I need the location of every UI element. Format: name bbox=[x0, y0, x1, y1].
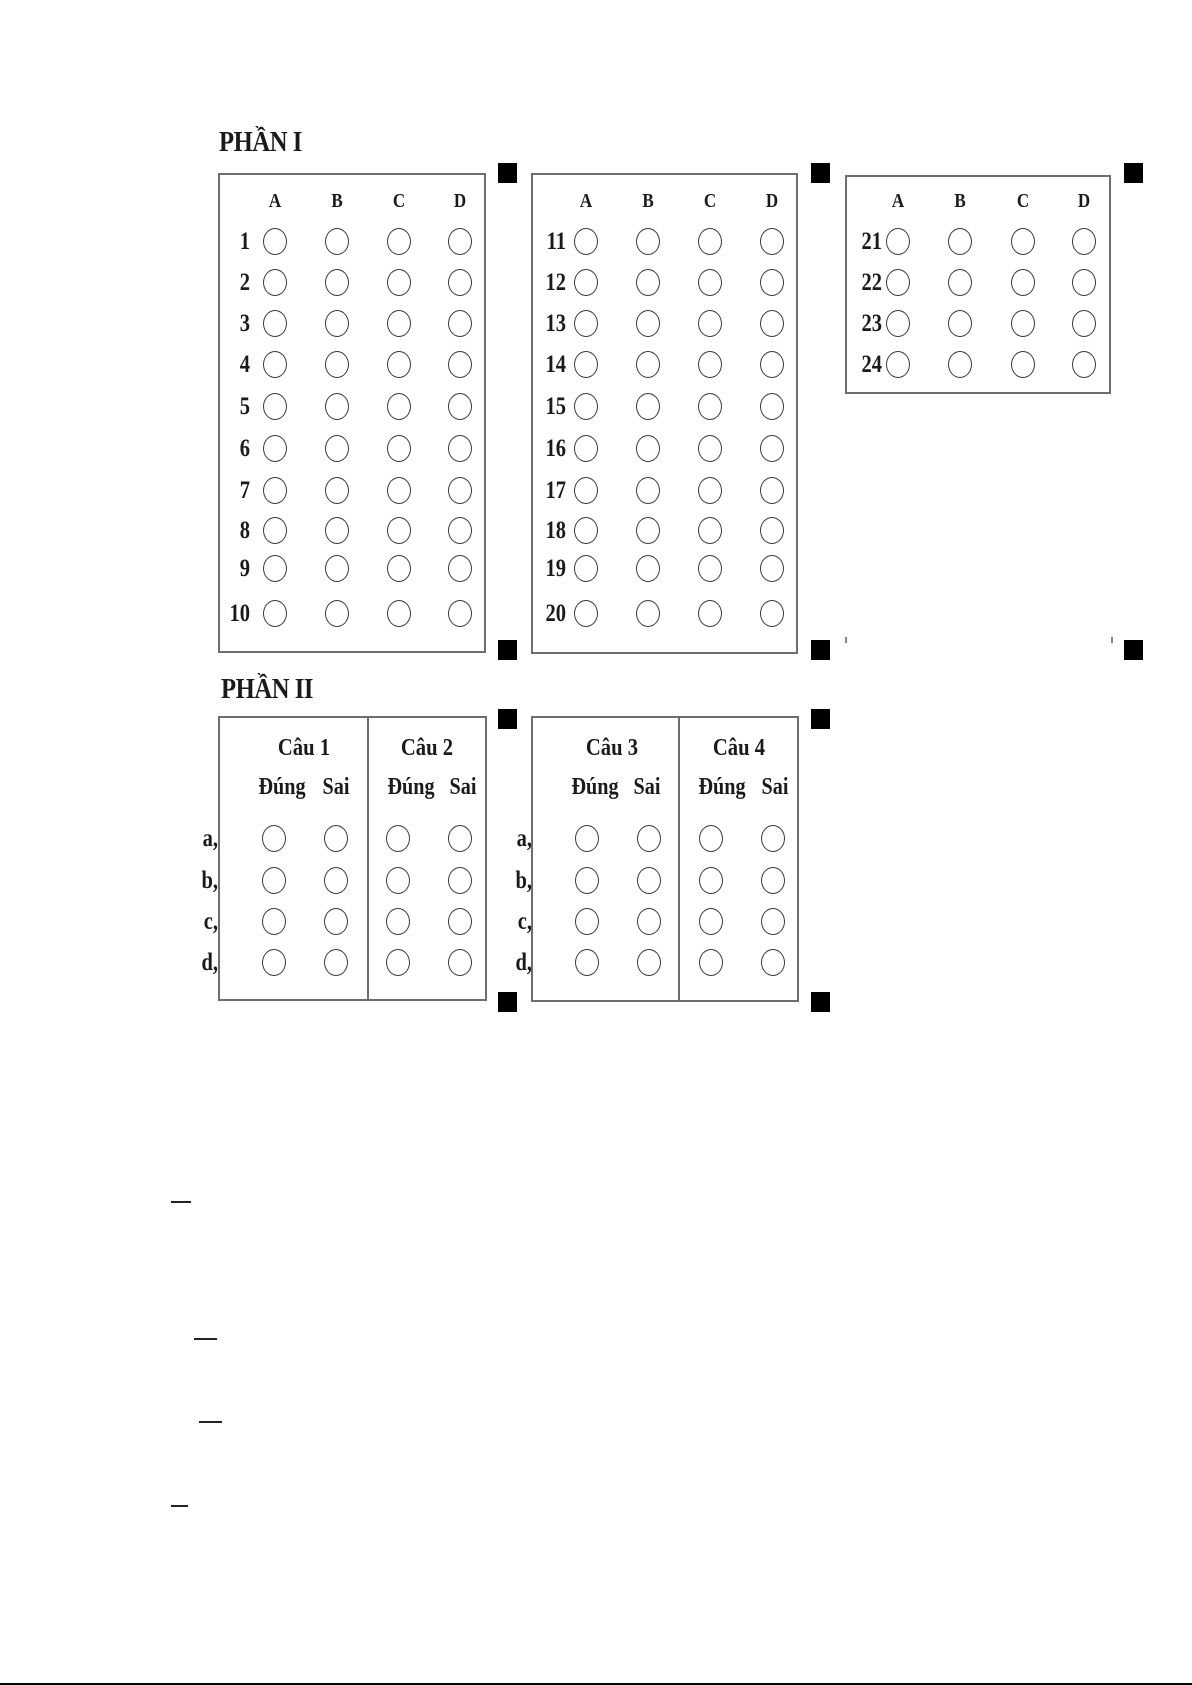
true-false-bubble[interactable] bbox=[448, 908, 472, 935]
answer-bubble-13-a[interactable] bbox=[574, 310, 598, 337]
answer-bubble-3-c[interactable] bbox=[387, 310, 411, 337]
true-label: Đúng bbox=[698, 774, 746, 800]
true-false-bubble[interactable] bbox=[637, 825, 661, 852]
true-false-bubble[interactable] bbox=[386, 908, 410, 935]
answer-bubble-14-d[interactable] bbox=[760, 351, 784, 378]
answer-bubble-11-b[interactable] bbox=[636, 228, 660, 255]
answer-bubble-21-b[interactable] bbox=[948, 228, 972, 255]
true-false-bubble[interactable] bbox=[324, 825, 348, 852]
answer-bubble-20-a[interactable] bbox=[574, 600, 598, 627]
answer-bubble-13-b[interactable] bbox=[636, 310, 660, 337]
alignment-marker bbox=[811, 163, 830, 183]
blank-dash bbox=[199, 1421, 222, 1423]
part-2-title: PHẦN II bbox=[221, 674, 314, 705]
answer-bubble-4-b[interactable] bbox=[325, 351, 349, 378]
answer-bubble-18-c[interactable] bbox=[698, 517, 722, 544]
answer-bubble-18-b[interactable] bbox=[636, 517, 660, 544]
answer-bubble-6-d[interactable] bbox=[448, 435, 472, 462]
answer-bubble-8-a[interactable] bbox=[263, 517, 287, 544]
alignment-marker bbox=[498, 163, 517, 183]
tick-mark bbox=[1111, 637, 1113, 643]
answer-bubble-3-a[interactable] bbox=[263, 310, 287, 337]
alignment-marker bbox=[1124, 163, 1143, 183]
answer-bubble-1-a[interactable] bbox=[263, 228, 287, 255]
question-number: 2 bbox=[239, 269, 250, 296]
true-label: Đúng bbox=[258, 774, 306, 800]
answer-bubble-17-a[interactable] bbox=[574, 477, 598, 504]
true-false-bubble[interactable] bbox=[637, 908, 661, 935]
answer-bubble-7-a[interactable] bbox=[263, 477, 287, 504]
answer-bubble-11-c[interactable] bbox=[698, 228, 722, 255]
answer-bubble-12-a[interactable] bbox=[574, 269, 598, 296]
answer-bubble-2-d[interactable] bbox=[448, 269, 472, 296]
answer-bubble-22-b[interactable] bbox=[948, 269, 972, 296]
answer-bubble-17-c[interactable] bbox=[698, 477, 722, 504]
answer-bubble-15-c[interactable] bbox=[698, 393, 722, 420]
statement-label: d, bbox=[515, 949, 532, 976]
answer-bubble-23-b[interactable] bbox=[948, 310, 972, 337]
option-header-c: C bbox=[392, 190, 406, 212]
answer-bubble-19-b[interactable] bbox=[636, 555, 660, 582]
option-header-a: A bbox=[891, 190, 905, 212]
true-false-bubble[interactable] bbox=[699, 825, 723, 852]
option-header-c: C bbox=[703, 190, 717, 212]
true-false-bubble[interactable] bbox=[761, 867, 785, 894]
question-number: 16 bbox=[545, 435, 566, 462]
answer-bubble-2-a[interactable] bbox=[263, 269, 287, 296]
question-label: Câu 2 bbox=[400, 735, 454, 761]
answer-bubble-24-c[interactable] bbox=[1011, 351, 1035, 378]
question-number: 4 bbox=[239, 351, 250, 378]
part-1-panel-2 bbox=[531, 173, 798, 654]
answer-bubble-10-b[interactable] bbox=[325, 600, 349, 627]
option-header-a: A bbox=[268, 190, 282, 212]
alignment-marker bbox=[811, 640, 830, 660]
true-false-bubble[interactable] bbox=[324, 908, 348, 935]
answer-bubble-20-d[interactable] bbox=[760, 600, 784, 627]
true-label: Đúng bbox=[571, 774, 619, 800]
option-header-d: D bbox=[453, 190, 467, 212]
question-number: 9 bbox=[239, 555, 250, 582]
answer-bubble-14-a[interactable] bbox=[574, 351, 598, 378]
answer-bubble-18-d[interactable] bbox=[760, 517, 784, 544]
true-false-bubble[interactable] bbox=[699, 908, 723, 935]
answer-bubble-12-c[interactable] bbox=[698, 269, 722, 296]
question-label: Câu 1 bbox=[277, 735, 331, 761]
answer-bubble-1-b[interactable] bbox=[325, 228, 349, 255]
answer-bubble-11-d[interactable] bbox=[760, 228, 784, 255]
answer-bubble-1-c[interactable] bbox=[387, 228, 411, 255]
true-false-bubble[interactable] bbox=[324, 949, 348, 976]
option-header-a: A bbox=[579, 190, 593, 212]
answer-bubble-24-d[interactable] bbox=[1072, 351, 1096, 378]
question-number: 20 bbox=[545, 600, 566, 627]
statement-label: d, bbox=[201, 949, 218, 976]
statement-label: b, bbox=[201, 867, 218, 894]
true-false-bubble[interactable] bbox=[448, 949, 472, 976]
tick-mark bbox=[845, 637, 847, 643]
question-number: 11 bbox=[546, 228, 566, 255]
answer-bubble-5-d[interactable] bbox=[448, 393, 472, 420]
alignment-marker bbox=[498, 992, 517, 1012]
true-false-bubble[interactable] bbox=[386, 867, 410, 894]
question-number: 8 bbox=[239, 517, 250, 544]
answer-bubble-5-b[interactable] bbox=[325, 393, 349, 420]
answer-bubble-16-b[interactable] bbox=[636, 435, 660, 462]
option-header-c: C bbox=[1016, 190, 1030, 212]
answer-bubble-17-d[interactable] bbox=[760, 477, 784, 504]
answer-bubble-10-a[interactable] bbox=[263, 600, 287, 627]
answer-bubble-5-a[interactable] bbox=[263, 393, 287, 420]
answer-bubble-16-a[interactable] bbox=[574, 435, 598, 462]
question-number: 3 bbox=[239, 310, 250, 337]
alignment-marker bbox=[498, 640, 517, 660]
question-number: 15 bbox=[545, 393, 566, 420]
answer-bubble-7-d[interactable] bbox=[448, 477, 472, 504]
statement-label: c, bbox=[517, 908, 532, 935]
blank-dash bbox=[171, 1201, 191, 1203]
question-number: 24 bbox=[861, 351, 882, 378]
statement-label: c, bbox=[203, 908, 218, 935]
answer-bubble-22-c[interactable] bbox=[1011, 269, 1035, 296]
statement-label: b, bbox=[515, 867, 532, 894]
alignment-marker bbox=[1124, 640, 1143, 660]
question-number: 6 bbox=[239, 435, 250, 462]
option-header-b: B bbox=[331, 190, 343, 212]
answer-bubble-9-b[interactable] bbox=[325, 555, 349, 582]
answer-bubble-19-a[interactable] bbox=[574, 555, 598, 582]
question-number: 7 bbox=[239, 477, 250, 504]
answer-bubble-5-c[interactable] bbox=[387, 393, 411, 420]
part-2-divider bbox=[367, 716, 369, 1001]
answer-bubble-12-b[interactable] bbox=[636, 269, 660, 296]
true-false-bubble[interactable] bbox=[386, 949, 410, 976]
question-number: 5 bbox=[239, 393, 250, 420]
question-number: 22 bbox=[861, 269, 882, 296]
answer-bubble-15-d[interactable] bbox=[760, 393, 784, 420]
answer-bubble-21-a[interactable] bbox=[886, 228, 910, 255]
true-false-bubble[interactable] bbox=[386, 825, 410, 852]
true-false-bubble[interactable] bbox=[262, 825, 286, 852]
answer-bubble-1-d[interactable] bbox=[448, 228, 472, 255]
question-label: Câu 3 bbox=[585, 735, 639, 761]
statement-label: a, bbox=[202, 825, 218, 852]
true-false-bubble[interactable] bbox=[448, 825, 472, 852]
answer-bubble-15-a[interactable] bbox=[574, 393, 598, 420]
answer-bubble-21-d[interactable] bbox=[1072, 228, 1096, 255]
question-number: 10 bbox=[229, 600, 250, 627]
true-false-bubble[interactable] bbox=[637, 949, 661, 976]
answer-bubble-6-a[interactable] bbox=[263, 435, 287, 462]
blank-dash bbox=[194, 1338, 217, 1340]
true-false-bubble[interactable] bbox=[761, 825, 785, 852]
false-label: Sai bbox=[761, 774, 789, 800]
question-number: 17 bbox=[545, 477, 566, 504]
answer-bubble-10-d[interactable] bbox=[448, 600, 472, 627]
alignment-marker bbox=[811, 709, 830, 729]
true-false-bubble[interactable] bbox=[637, 867, 661, 894]
answer-bubble-10-c[interactable] bbox=[387, 600, 411, 627]
answer-bubble-16-d[interactable] bbox=[760, 435, 784, 462]
answer-bubble-23-c[interactable] bbox=[1011, 310, 1035, 337]
answer-bubble-24-b[interactable] bbox=[948, 351, 972, 378]
answer-bubble-11-a[interactable] bbox=[574, 228, 598, 255]
answer-bubble-21-c[interactable] bbox=[1011, 228, 1035, 255]
answer-bubble-6-c[interactable] bbox=[387, 435, 411, 462]
answer-bubble-2-b[interactable] bbox=[325, 269, 349, 296]
answer-bubble-17-b[interactable] bbox=[636, 477, 660, 504]
option-header-b: B bbox=[642, 190, 654, 212]
answer-bubble-16-c[interactable] bbox=[698, 435, 722, 462]
option-header-d: D bbox=[1077, 190, 1091, 212]
answer-bubble-20-c[interactable] bbox=[698, 600, 722, 627]
true-false-bubble[interactable] bbox=[699, 867, 723, 894]
question-number: 12 bbox=[545, 269, 566, 296]
answer-bubble-4-d[interactable] bbox=[448, 351, 472, 378]
true-false-bubble[interactable] bbox=[448, 867, 472, 894]
answer-bubble-4-c[interactable] bbox=[387, 351, 411, 378]
answer-bubble-3-b[interactable] bbox=[325, 310, 349, 337]
option-header-d: D bbox=[765, 190, 779, 212]
alignment-marker bbox=[811, 992, 830, 1012]
true-false-bubble[interactable] bbox=[262, 949, 286, 976]
question-number: 19 bbox=[545, 555, 566, 582]
answer-bubble-6-b[interactable] bbox=[325, 435, 349, 462]
answer-bubble-7-c[interactable] bbox=[387, 477, 411, 504]
answer-bubble-9-d[interactable] bbox=[448, 555, 472, 582]
true-false-bubble[interactable] bbox=[324, 867, 348, 894]
false-label: Sai bbox=[633, 774, 661, 800]
true-false-bubble[interactable] bbox=[699, 949, 723, 976]
question-number: 13 bbox=[545, 310, 566, 337]
answer-bubble-22-a[interactable] bbox=[886, 269, 910, 296]
answer-bubble-4-a[interactable] bbox=[263, 351, 287, 378]
answer-bubble-19-d[interactable] bbox=[760, 555, 784, 582]
answer-bubble-20-b[interactable] bbox=[636, 600, 660, 627]
blank-dash bbox=[171, 1505, 188, 1507]
question-label: Câu 4 bbox=[712, 735, 766, 761]
answer-bubble-12-d[interactable] bbox=[760, 269, 784, 296]
true-false-bubble[interactable] bbox=[761, 949, 785, 976]
false-label: Sai bbox=[322, 774, 350, 800]
true-false-bubble[interactable] bbox=[262, 867, 286, 894]
answer-bubble-8-c[interactable] bbox=[387, 517, 411, 544]
part-1-title: PHẦN I bbox=[219, 127, 302, 158]
true-false-bubble[interactable] bbox=[761, 908, 785, 935]
answer-bubble-3-d[interactable] bbox=[448, 310, 472, 337]
answer-bubble-13-c[interactable] bbox=[698, 310, 722, 337]
true-false-bubble[interactable] bbox=[575, 949, 599, 976]
answer-bubble-22-d[interactable] bbox=[1072, 269, 1096, 296]
answer-bubble-18-a[interactable] bbox=[574, 517, 598, 544]
answer-bubble-13-d[interactable] bbox=[760, 310, 784, 337]
alignment-marker bbox=[498, 709, 517, 729]
question-number: 1 bbox=[239, 228, 250, 255]
answer-bubble-19-c[interactable] bbox=[698, 555, 722, 582]
question-number: 18 bbox=[545, 517, 566, 544]
answer-bubble-8-b[interactable] bbox=[325, 517, 349, 544]
true-false-bubble[interactable] bbox=[575, 867, 599, 894]
true-false-bubble[interactable] bbox=[575, 908, 599, 935]
question-number: 21 bbox=[861, 228, 882, 255]
part-1-panel-1 bbox=[218, 173, 486, 653]
statement-label: a, bbox=[516, 825, 532, 852]
answer-bubble-23-a[interactable] bbox=[886, 310, 910, 337]
answer-bubble-15-b[interactable] bbox=[636, 393, 660, 420]
answer-bubble-8-d[interactable] bbox=[448, 517, 472, 544]
answer-bubble-2-c[interactable] bbox=[387, 269, 411, 296]
answer-bubble-23-d[interactable] bbox=[1072, 310, 1096, 337]
answer-bubble-14-b[interactable] bbox=[636, 351, 660, 378]
answer-bubble-24-a[interactable] bbox=[886, 351, 910, 378]
answer-bubble-7-b[interactable] bbox=[325, 477, 349, 504]
answer-bubble-14-c[interactable] bbox=[698, 351, 722, 378]
question-number: 23 bbox=[861, 310, 882, 337]
part-2-divider bbox=[678, 716, 680, 1002]
false-label: Sai bbox=[449, 774, 477, 800]
answer-bubble-9-c[interactable] bbox=[387, 555, 411, 582]
true-false-bubble[interactable] bbox=[575, 825, 599, 852]
true-false-bubble[interactable] bbox=[262, 908, 286, 935]
option-header-b: B bbox=[954, 190, 966, 212]
question-number: 14 bbox=[545, 351, 566, 378]
true-label: Đúng bbox=[387, 774, 435, 800]
answer-bubble-9-a[interactable] bbox=[263, 555, 287, 582]
